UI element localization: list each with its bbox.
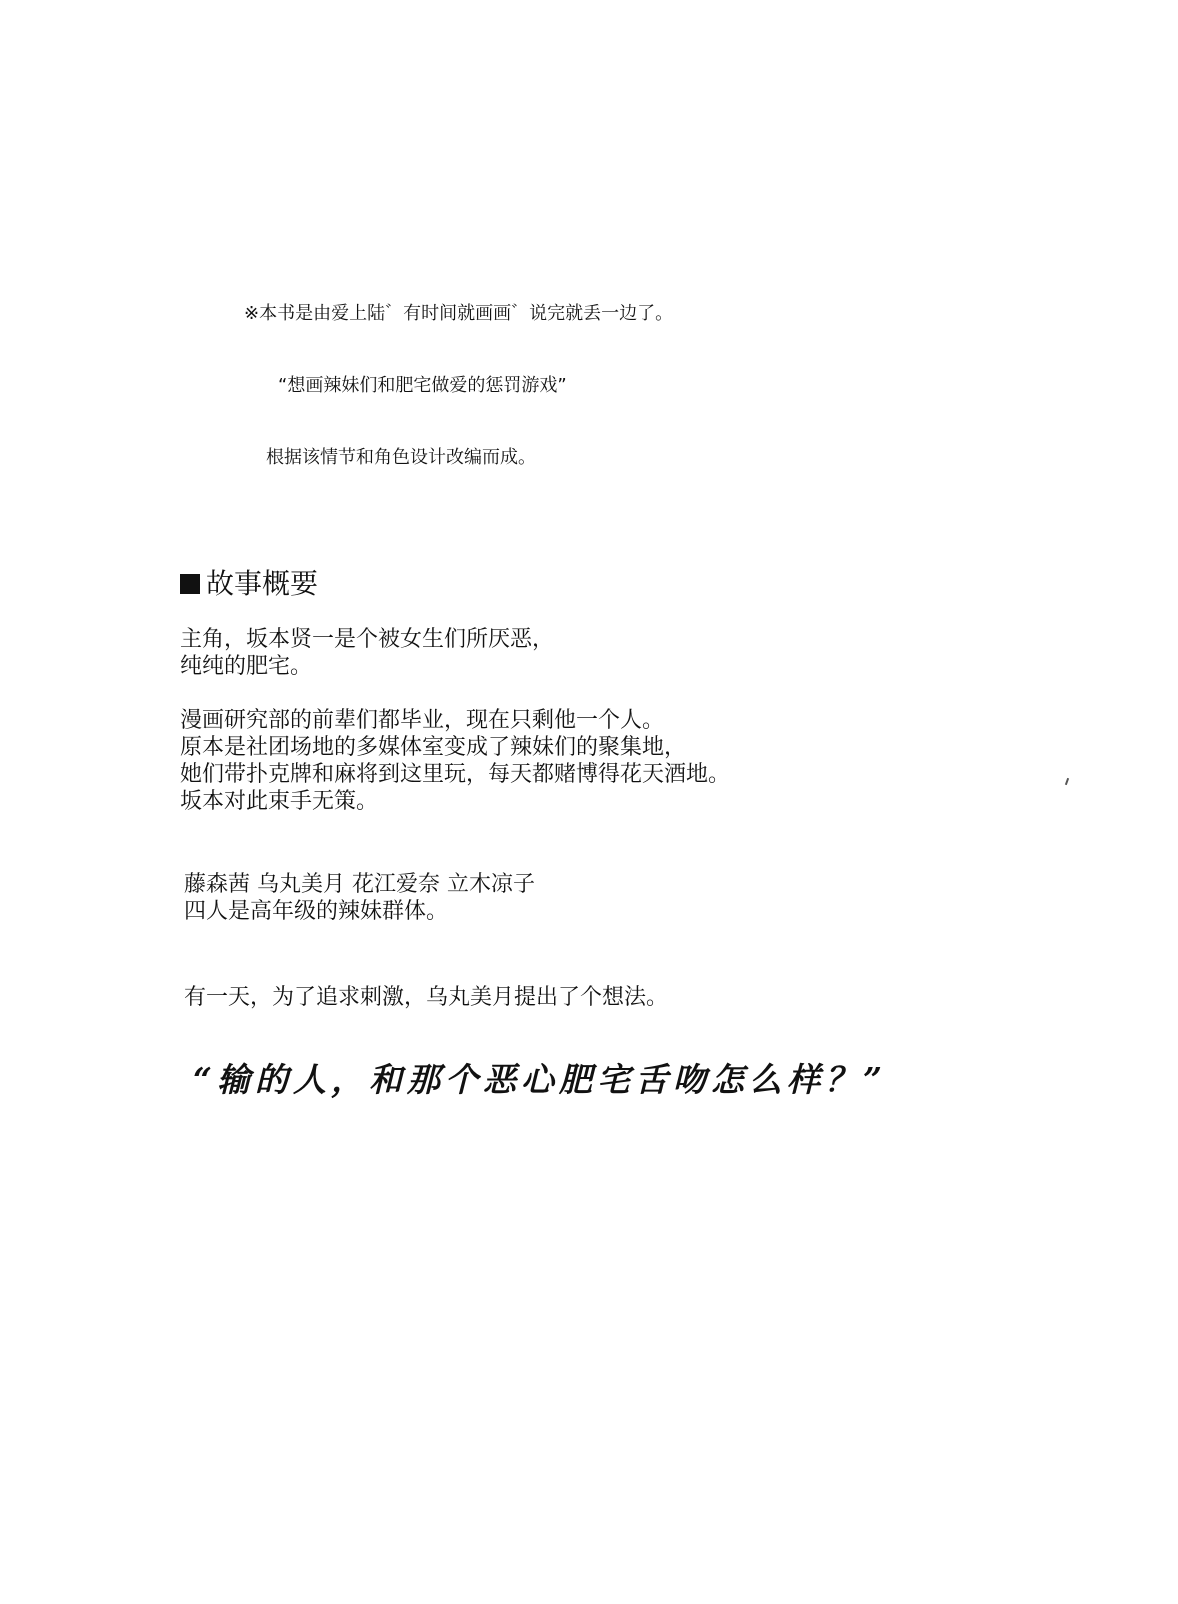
section-title: 故事概要 bbox=[206, 567, 319, 600]
square-bullet-icon bbox=[180, 574, 200, 594]
paragraph-one-day bbox=[184, 984, 668, 1011]
paragraph-line: 纯纯的肥宅。 bbox=[180, 654, 313, 679]
paragraph-club-room bbox=[180, 707, 730, 815]
paragraph-line: 四人是高年级的辣妹群体。 bbox=[184, 899, 449, 924]
paragraph-line: 她们带扑克牌和麻将到这里玩，每天都赌博得花天酒地。 bbox=[180, 762, 731, 787]
quote-line: “输的人，和那个恶心肥宅舌吻怎么样？” bbox=[193, 1060, 887, 1099]
paragraph-protagonist bbox=[180, 626, 554, 680]
paragraph-characters bbox=[184, 871, 535, 925]
paragraph-line: 原本是社团场地的多媒体室变成了辣妹们的聚集地， bbox=[180, 735, 687, 760]
paragraph-line: 坂本对此束手无策。 bbox=[180, 789, 379, 814]
section-heading bbox=[180, 566, 318, 602]
paragraph-line: 主角，坂本贤一是个被女生们所厌恶， bbox=[180, 627, 555, 652]
note-line-1: ※本书是由爱上陆゛有时间就画画゛说完就丢一边了。 bbox=[244, 303, 674, 324]
paragraph-line: 有一天，为了追求刺激，乌丸美月提出了个想法。 bbox=[184, 985, 669, 1010]
paragraph-line: 藤森茜 乌丸美月 花江爱奈 立木凉子 bbox=[184, 872, 535, 897]
note-line-3: 根据该情节和角色设计改编而成。 bbox=[266, 447, 536, 468]
author-note bbox=[244, 254, 673, 494]
note-line-2: “想画辣妹们和肥宅做爱的惩罚游戏” bbox=[278, 375, 567, 396]
stray-mark bbox=[1065, 778, 1069, 785]
paragraph-line: 漫画研究部的前辈们都毕业，现在只剩他一个人。 bbox=[180, 708, 665, 733]
